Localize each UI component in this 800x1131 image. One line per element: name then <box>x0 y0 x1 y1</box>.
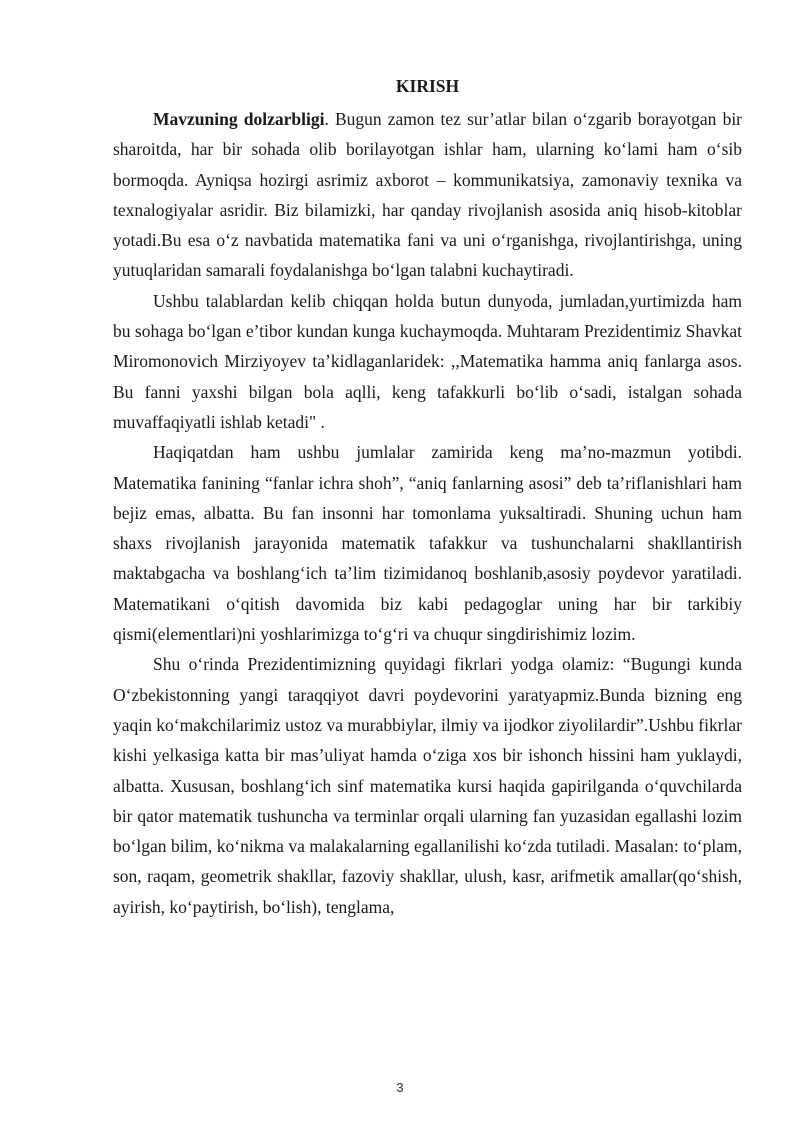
paragraph-lead: Mavzuning dolzarbligi <box>153 109 325 129</box>
paragraph-meaning <box>113 437 742 649</box>
paragraph-text: Haqiqatdan ham ushbu jumlalar zamirida keng ma’no-mazmun yotibdi. Matematika fanining “fanlar ichra shoh”, “aniq fanlarning asosi” deb ta’riflanishlari ham bejiz emas, albatta. Bu fan insonni har tomonlama yuksaltiradi. Shuning uchun ham shaxs rivojlanish jarayonida matematik tafakkur va tushunchalarni shakllantirish maktabgacha va boshlang‘ich ta’lim tizimidanoq boshlanib,asosiy poydevor yaratiladi. Matematikani o‘qitish davomida biz kabi pedagoglar uning har bir tarkibiy qismi(elementlari)ni yoshlarimizga to‘g‘ri va chuqur singdirishimiz lozim. <box>113 442 742 645</box>
page-number: 3 <box>396 1080 404 1095</box>
paragraph-text: Shu o‘rinda Prezidentimizning quyidagi fikrlari yodga olamiz: “Bugungi kunda O‘zbekistonning yangi taraqqiyot davri poydevorini yaratyapmiz.Bunda bizning eng yaqin ko‘makchilarimiz ustoz va murabbiylar, ilmiy va ijodkor ziyolilardir”.Ushbu fikrlar kishi yelkasiga katta bir mas’uliyat hamda o‘ziga xos bir ishonch hissini ham yuklaydi, albatta. Xususan, boshlang‘ich sinf matematika kursi haqida gapirilganda o‘quvchilarda bir qator matematik tushuncha va terminlar orqali ularning fan yuzasidan egallashi lozim bo‘lgan bilim, ko‘nikma va malakalarning egallanilishi ko‘zda tutiladi. Masalan: to‘plam, son, raqam, geometrik shakllar, fazoviy shakllar, ulush, kasr, arifmetik amallar(qo‘shish, ayirish, ko‘paytirish, bo‘lish), tenglama, <box>113 654 742 917</box>
page-title: KIRISH <box>395 76 460 96</box>
paragraph-text: . Bugun zamon tez sur’atlar bilan o‘zgarib borayotgan bir sharoitda, har bir sohada olib borilayotgan ishlar ham, ularning ko‘lami ham o‘sib bormoqda. Ayniqsa hozirgi asrimiz axborot – kommunikatsiya, zamonaviy texnika va texnalogiyalar asridir. Biz bilamizki, har qanday rivojlanish asosida aniq hisob-kitoblar yotadi.Bu esa o‘z navbatida matematika fani va uni o‘rganishga, rivojlantirishga, uning yutuqlaridan samarali foydalanishga bo‘lgan talabni kuchaytiradi. <box>113 109 743 281</box>
paragraph-requirements <box>113 286 742 437</box>
document-page <box>113 66 742 922</box>
paragraph-relevance <box>113 104 742 286</box>
paragraph-president-quote <box>113 649 742 922</box>
paragraph-text: Ushbu talablardan kelib chiqqan holda butun dunyoda, jumladan,yurtimizda ham bu sohaga bo‘lgan e’tibor kundan kunga kuchaymoqda. Muhtaram Prezidentimiz Shavkat Miromonovich Mirziyoyev ta’kidlaganlaridek: ,,Matematika hamma aniq fanlarga asos. Bu fanni yaxshi bilgan bola aqlli, keng tafakkurli bo‘lib o‘sadi, istalgan sohada muvaffaqiyatli ishlab ketadi" . <box>113 290 742 432</box>
